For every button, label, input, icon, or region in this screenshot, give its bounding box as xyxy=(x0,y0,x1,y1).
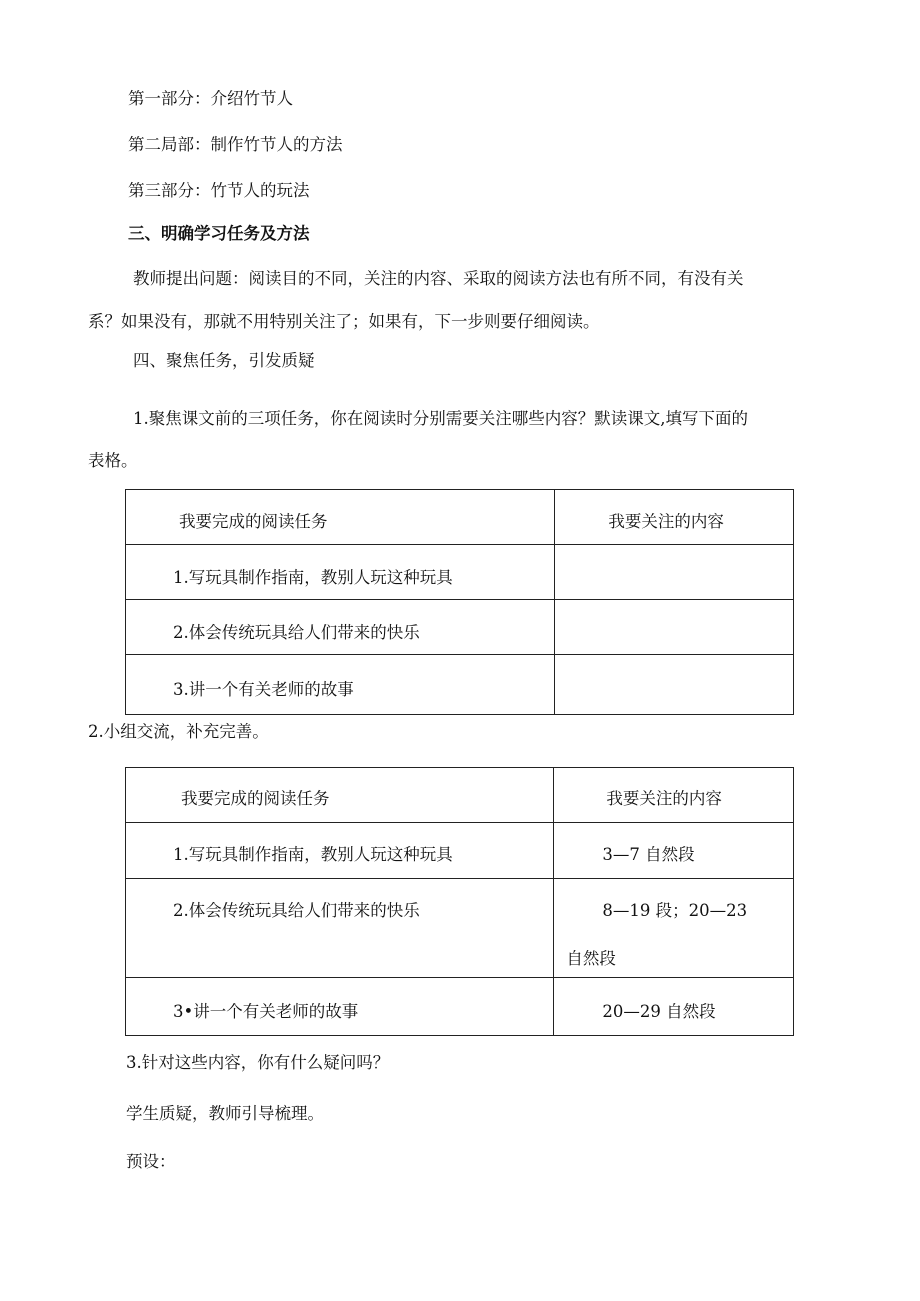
table-row xyxy=(126,879,794,978)
para1-line2: 系？如果没有，那就不用特别关注了；如果有，下一步则要仔细阅读。 xyxy=(88,312,600,331)
table2-header-task: 我要完成的阅读任务 xyxy=(126,768,554,823)
table-row xyxy=(126,545,794,600)
table2-row2-content: 8—19 段；20—23 自然段 xyxy=(554,879,794,978)
table1-row2-task: 2.体会传统玩具给人们带来的快乐 xyxy=(126,600,555,655)
section4-heading: 四、聚焦任务，引发质疑 xyxy=(133,351,315,370)
table1-row1-task: 1.写玩具制作指南，教别人玩这种玩具 xyxy=(126,545,555,600)
part3-line: 第三部分：竹节人的玩法 xyxy=(128,181,310,200)
table-row xyxy=(126,978,794,1036)
table1-header-content: 我要关注的内容 xyxy=(555,490,794,545)
table1-row2-content xyxy=(555,600,794,655)
part1-line: 第一部分：介绍竹节人 xyxy=(128,89,293,108)
table2-row3-content: 20—29 自然段 xyxy=(554,978,794,1036)
para1-line1: 教师提出问题：阅读目的不同，关注的内容、采取的阅读方法也有所不同，有没有关 xyxy=(133,269,744,288)
table1-row3-task: 3.讲一个有关老师的故事 xyxy=(126,655,555,715)
item3-line: 3.针对这些内容，你有什么疑问吗？ xyxy=(126,1053,390,1072)
item1-line2: 表格。 xyxy=(88,451,138,470)
table-row xyxy=(126,823,794,879)
table2-header-content: 我要关注的内容 xyxy=(554,768,794,823)
part2-line: 第二局部：制作竹节人的方法 xyxy=(128,135,343,154)
table1-row1-content xyxy=(555,545,794,600)
item2-line: 2.小组交流，补充完善。 xyxy=(88,722,269,741)
preset-line: 预设： xyxy=(126,1152,176,1171)
item1-line1: 1.聚焦课文前的三项任务，你在阅读时分别需要关注哪些内容？默读课文,填写下面的 xyxy=(133,409,748,428)
task-table-2 xyxy=(125,767,794,1036)
table2-row1-content: 3—7 自然段 xyxy=(554,823,794,879)
table-row xyxy=(126,655,794,715)
section3-heading: 三、明确学习任务及方法 xyxy=(128,224,310,243)
table-row xyxy=(126,600,794,655)
task-table-1 xyxy=(125,489,794,715)
table1-row3-content xyxy=(555,655,794,715)
table2-row3-task: 3•讲一个有关老师的故事 xyxy=(126,978,554,1036)
table1-header-task: 我要完成的阅读任务 xyxy=(126,490,555,545)
table2-row2-task: 2.体会传统玩具给人们带来的快乐 xyxy=(126,879,554,978)
table2-row1-task: 1.写玩具制作指南，教别人玩这种玩具 xyxy=(126,823,554,879)
students-line: 学生质疑，教师引导梳理。 xyxy=(126,1104,324,1123)
